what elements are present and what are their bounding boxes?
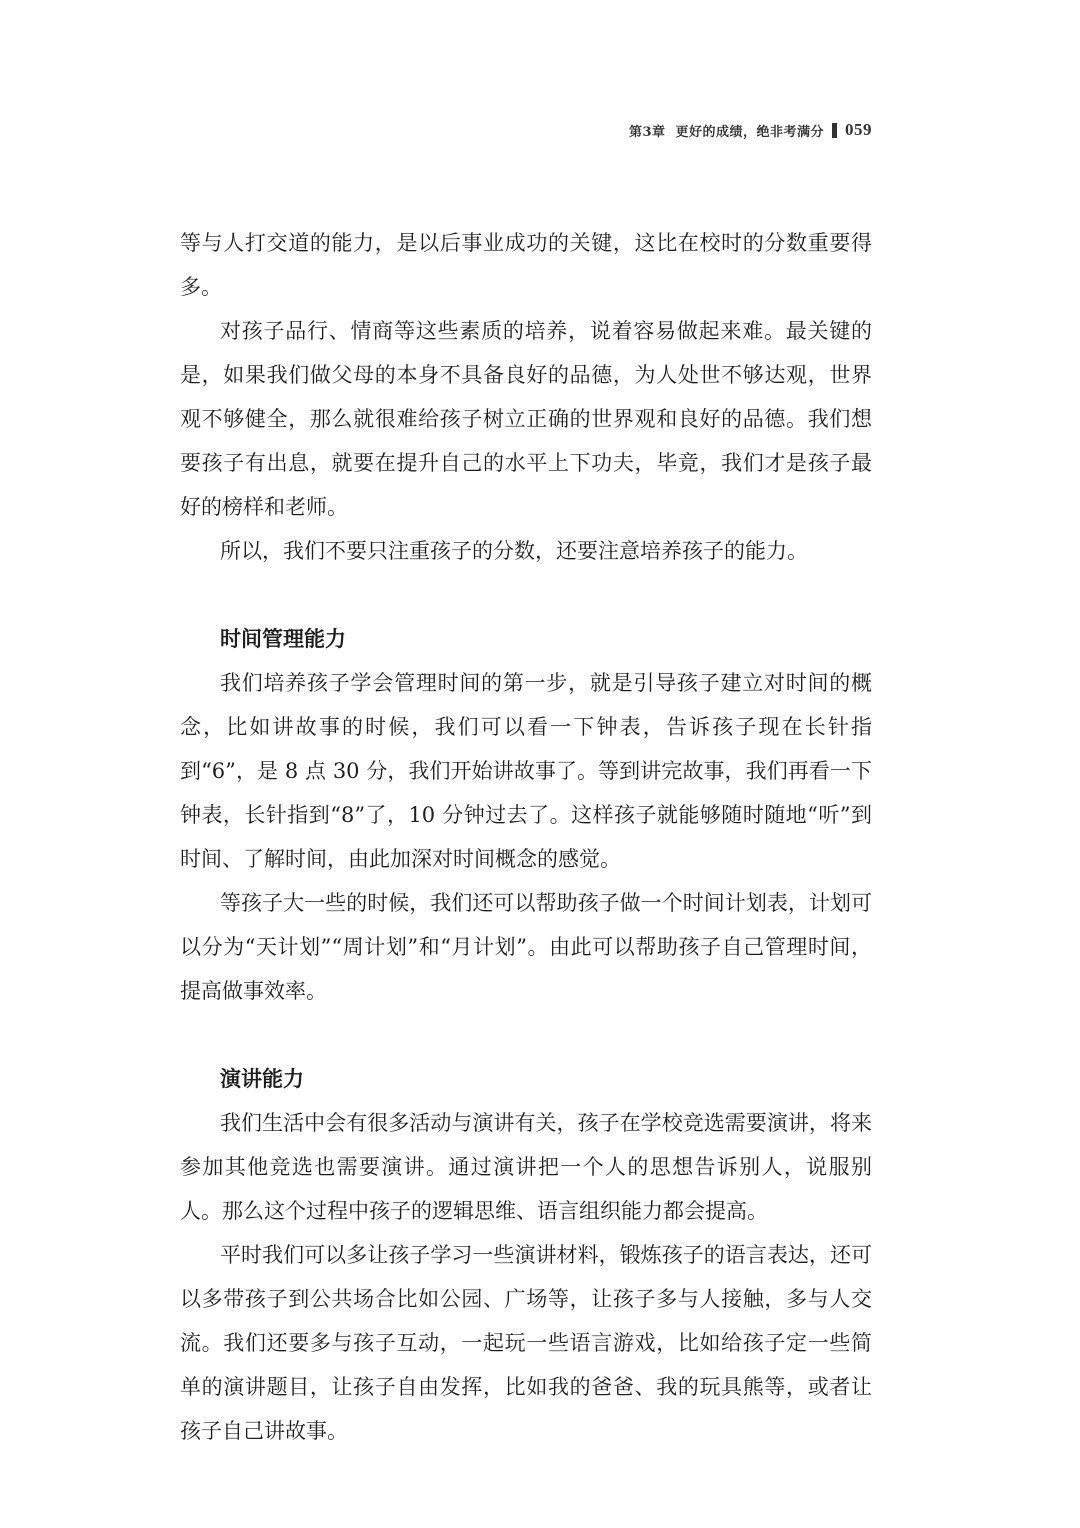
paragraph: 对孩子品行、情商等这些素质的培养，说着容易做起来难。最关键的是，如果我们做父母的本身不具备良好的品德，为人处世不够达观，世界观不够健全，那么就很难给孩子树立正确的世界观和良好的品德。我们想要孩子有出息，就要在提升自己的水平上下功夫，毕竟，我们才是孩子最好的榜样和老师。 — [180, 319, 872, 519]
running-header — [629, 120, 872, 140]
paragraph: 平时我们可以多让孩子学习一些演讲材料，锻炼孩子的语言表达，还可以多带孩子到公共场合比如公园、广场等，让孩子多与人接触，多与人交流。我们还要多与孩子互动，一起玩一些语言游戏，比如给孩子定一些简单的演讲题目，让孩子自由发挥，比如我的爸爸、我的玩具熊等，或者让孩子自己讲故事。 — [180, 1243, 872, 1443]
section-heading-time-management: 时间管理能力 — [220, 627, 346, 651]
paragraph: 我们生活中会有很多活动与演讲有关，孩子在学校竞选需要演讲，将来参加其他竞选也需要演讲。通过演讲把一个人的思想告诉别人，说服别人。那么这个过程中孩子的逻辑思维、语言组织能力都会提高。 — [180, 1111, 872, 1223]
paragraph: 等与人打交道的能力，是以后事业成功的关键，这比在校时的分数重要得多。 — [180, 231, 872, 299]
page-number: 059 — [845, 120, 872, 139]
section-heading-speech: 演讲能力 — [220, 1067, 304, 1091]
page-content — [180, 221, 872, 1453]
paragraph: 所以，我们不要只注重孩子的分数，还要注意培养孩子的能力。 — [220, 539, 808, 563]
paragraph: 等孩子大一些的时候，我们还可以帮助孩子做一个时间计划表，计划可以分为“天计划”“周计划”和“月计划”。由此可以帮助孩子自己管理时间，提高做事效率。 — [180, 891, 872, 1003]
paragraph: 我们培养孩子学会管理时间的第一步，就是引导孩子建立对时间的概念，比如讲故事的时候，我们可以看一下钟表，告诉孩子现在长针指到“6”，是 8 点 30 分，我们开始讲故事了。等到讲完故事，我们再看一下钟表，长针指到“8”了，10 分钟过去了。这样孩子就能够随时随地“听”到时间、了解时间，由此加深对时间概念的感觉。 — [180, 671, 872, 871]
header-bar-marker — [832, 123, 837, 138]
chapter-label: 第3章 — [628, 124, 666, 140]
chapter-title: 更好的成绩，绝非考满分 — [675, 124, 824, 140]
